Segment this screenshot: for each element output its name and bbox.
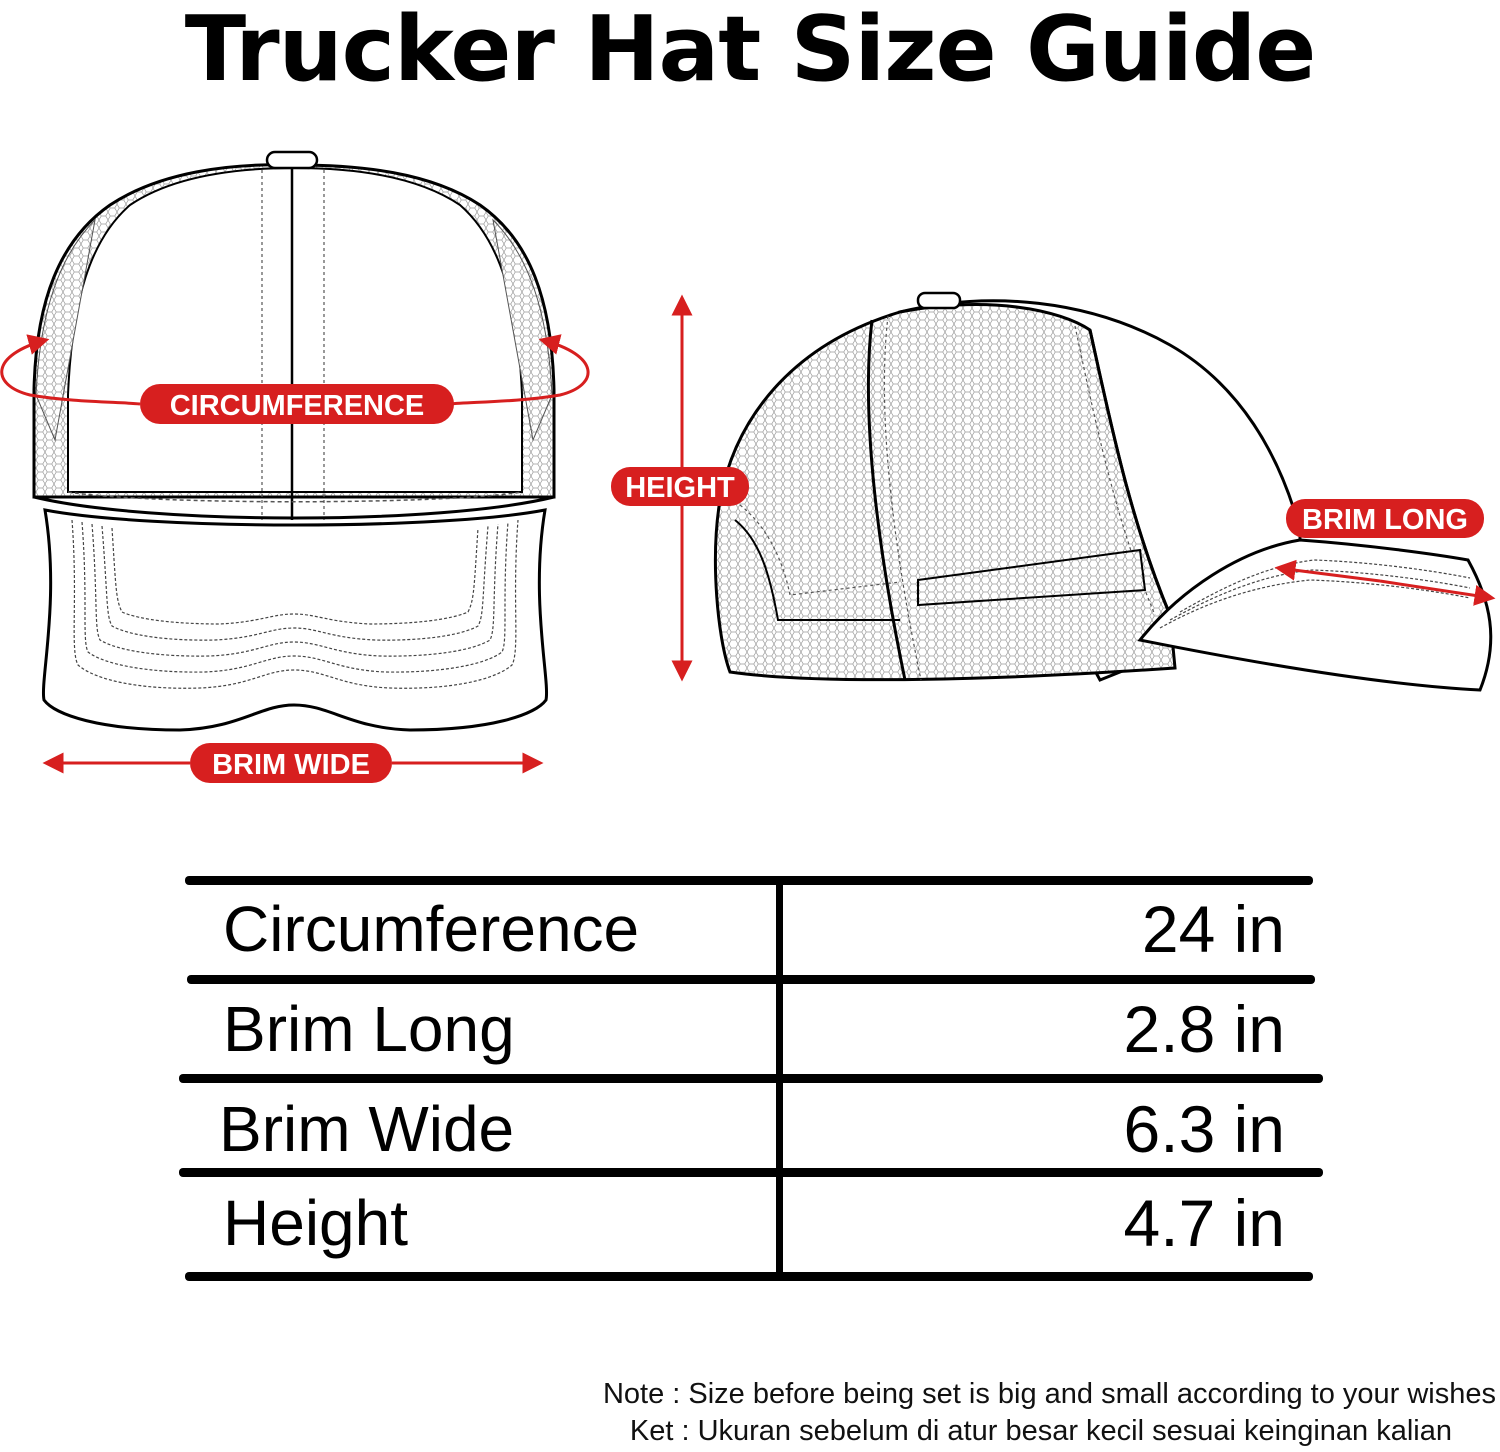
side-hat-illustration [715,293,1490,690]
row-value: 24 in [1141,892,1285,966]
row-label: Brim Wide [219,1093,515,1165]
row-value: 4.7 in [1123,1186,1285,1260]
size-table [185,876,1315,1281]
front-hat-illustration [34,152,554,730]
circumference-label: CIRCUMFERENCE [169,390,425,422]
height-label: HEIGHT [625,472,735,504]
front-panel [68,168,522,492]
table-row [185,1174,1315,1272]
row-value: 6.3 in [1123,1092,1285,1166]
note-english: Note : Size before being set is big and small according to your wishes [602,1378,1496,1410]
size-note [603,1376,1496,1450]
brim-wide-indicator [46,743,540,783]
table-row [185,1080,1315,1178]
row-label: Circumference [223,893,640,965]
brim-wide-label: BRIM WIDE [212,749,370,781]
note-indonesian: Ket : Ukuran sebelum di atur besar kecil sesuai keinginan kalian [629,1415,1452,1447]
row-label: Brim Long [223,993,515,1065]
brim-long-label: BRIM LONG [1302,504,1468,536]
page-title: Trucker Hat Size Guide [184,0,1316,102]
table-row [185,980,1315,1078]
table-rule-bottom [185,1272,1313,1281]
table-row [185,880,1315,978]
front-brim [43,510,546,730]
row-value: 2.8 in [1123,992,1285,1066]
row-label: Height [223,1187,408,1259]
